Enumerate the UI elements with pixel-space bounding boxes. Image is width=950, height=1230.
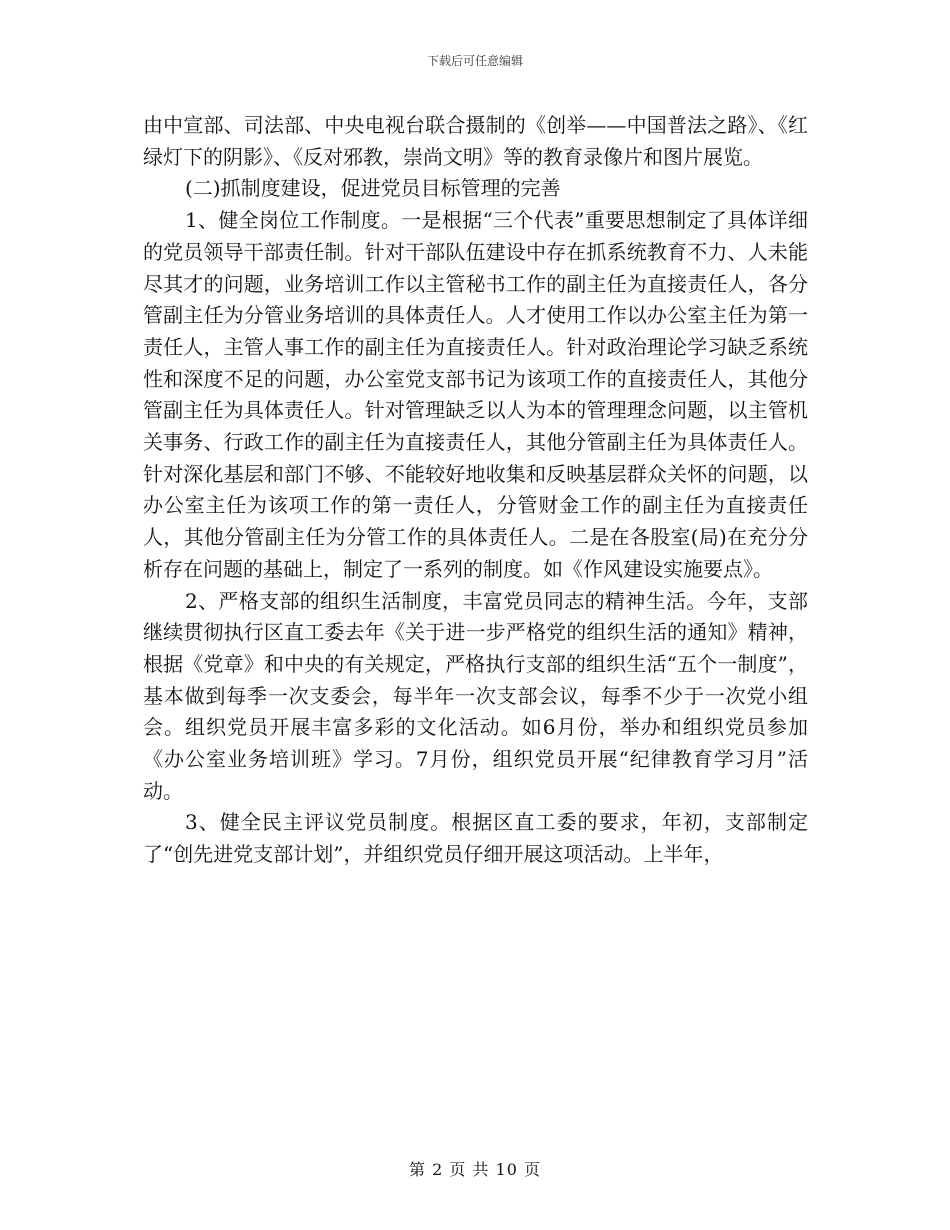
paragraph-democratic-evaluation: 3、健全民主评议党员制度。根据区直工委的要求，年初，支部制定了“创先进党支部计划”，并组织党员仔细开展这项活动。上半年， xyxy=(143,810,808,867)
page-header-note: 下载后可任意编辑 xyxy=(426,54,523,68)
page-number-footer: 第 2 页 共 10 页 xyxy=(409,1160,541,1179)
document-body xyxy=(143,110,808,871)
paragraph-continuation: 由中宣部、司法部、中央电视台联合摄制的《创举——中国普法之路》、《红绿灯下的阴影》、《反对邪教，崇尚文明》等的教育录像片和图片展览。 xyxy=(143,113,808,169)
paragraph-organizational-life: 2、严格支部的组织生活制度，丰富党员同志的精神生活。今年，支部继续贯彻执行区直工委去年《关于进一步严格党的组织生活的通知》精神，根据《党章》和中央的有关规定，严格执行支部的组织生活“五个一制度”，基本做到每季一次支委会，每半年一次支部会议，每季不少于一次党小组会。组织党员开展丰富多彩的文化活动。如6月份，举办和组织党员参加《办公室业务培训班》学习。7月份，组织党员开展“纪律教育学习月”活动。 xyxy=(143,588,808,803)
paragraph-job-responsibility: 1、健全岗位工作制度。一是根据“三个代表”重要思想制定了具体详细的党员领导干部责任制。针对干部队伍建设中存在抓系统教育不力、人未能尽其才的问题，业务培训工作以主管秘书工作的副主任为直接责任人，各分管副主任为分管业务培训的具体责任人。人才使用工作以办公室主任为第一责任人，主管人事工作的副主任为直接责任人。针对政治理论学习缺乏系统性和深度不足的问题，办公室党支部书记为该项工作的直接责任人，其他分管副主任为具体责任人。针对管理缺乏以人为本的管理理念问题，以主管机关事务、行政工作的副主任为直接责任人，其他分管副主任为具体责任人。针对深化基层和部门不够、不能较好地收集和反映基层群众关怀的问题，以办公室主任为该项工作的第一责任人，分管财金工作的副主任为直接责任人，其他分管副主任为分管工作的具体责任人。二是在各股室(局)在充分分析存在问题的基础上，制定了一系列的制度。如《作风建设实施要点》。 xyxy=(143,208,808,581)
section-heading: (二)抓制度建设，促进党员目标管理的完善 xyxy=(185,176,561,201)
